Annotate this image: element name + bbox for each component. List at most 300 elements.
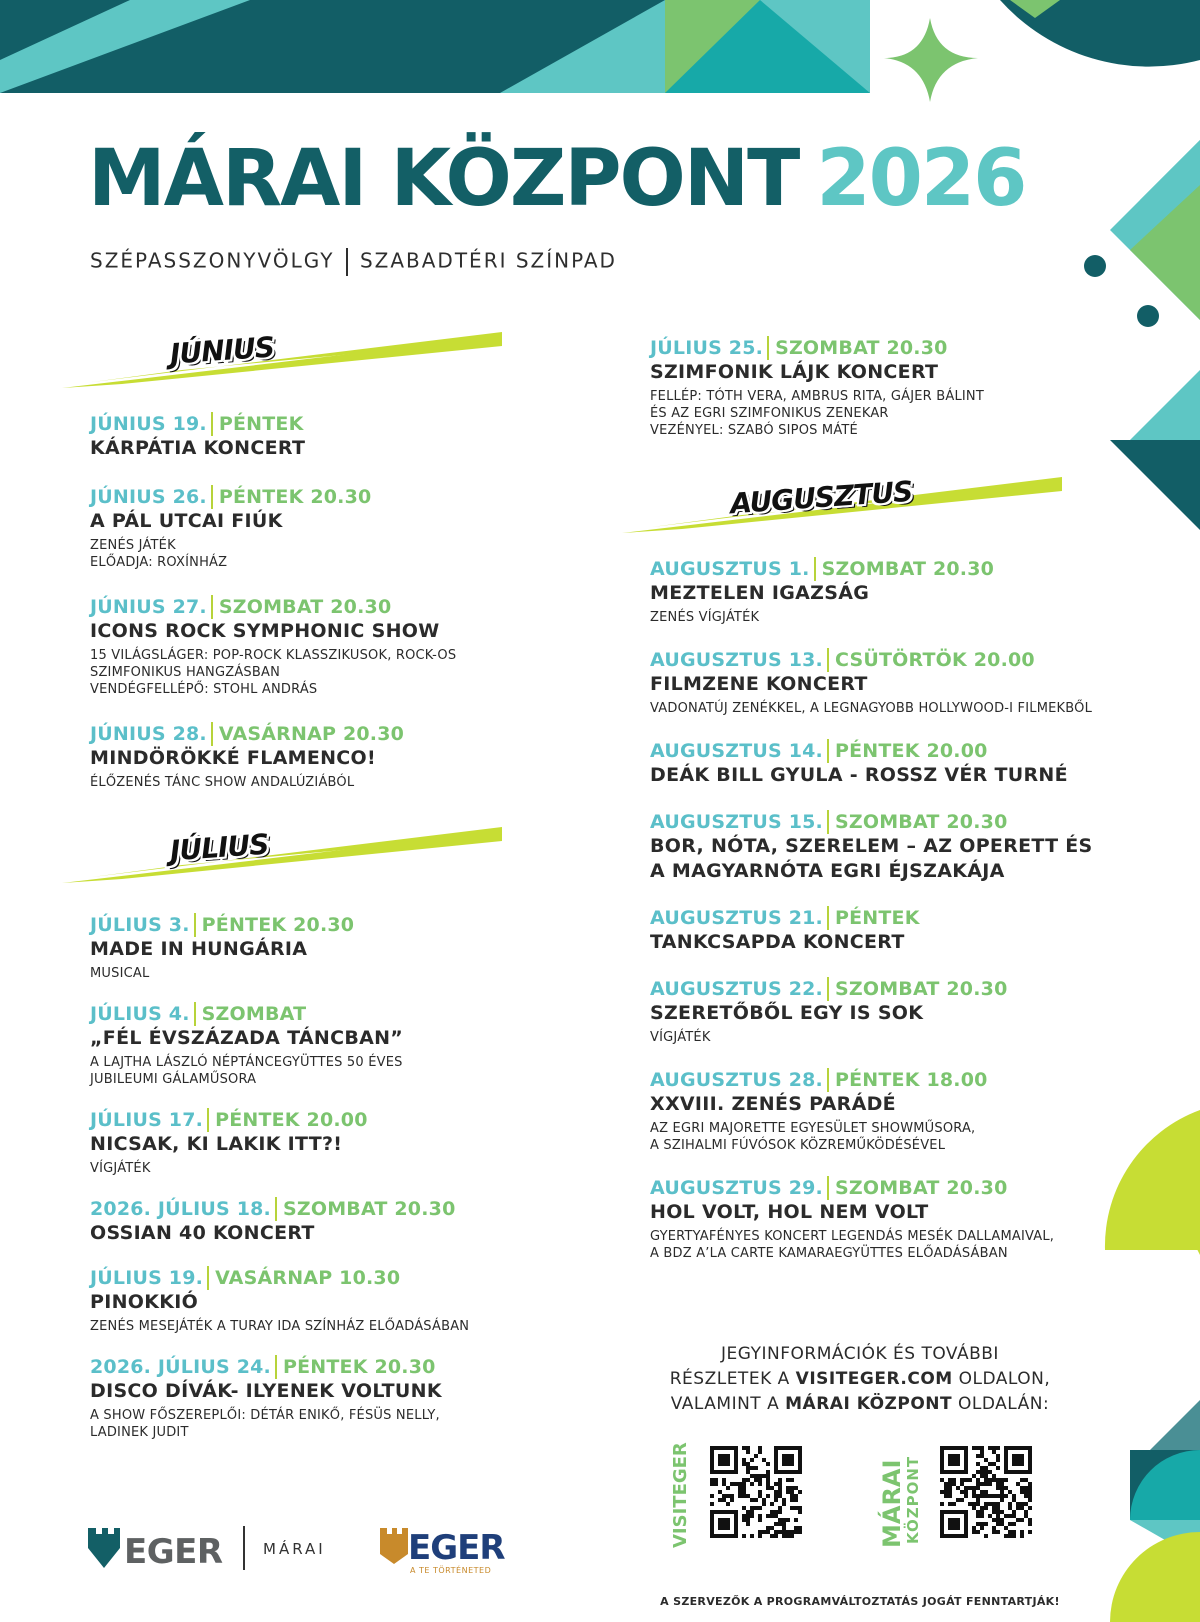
qr-module [794, 1494, 798, 1498]
date-divider [211, 595, 213, 619]
qr-module [718, 1490, 722, 1494]
qr-module [980, 1514, 984, 1518]
event-item [90, 1108, 570, 1177]
qr-module [742, 1534, 746, 1538]
logo-divider [243, 1526, 245, 1570]
event-date-text: JÚNIUS 19. [90, 413, 207, 435]
qr-module [742, 1494, 746, 1498]
qr-module [738, 1490, 742, 1494]
qr-label-visiteger: VISITEGER [670, 1442, 691, 1548]
qr-module [996, 1518, 1000, 1522]
qr-module [782, 1502, 786, 1506]
event-description: ZENÉS JÁTÉK [90, 538, 176, 553]
event-description: ÉLŐZENÉS TÁNC SHOW ANDALÚZIÁBÓL [90, 775, 355, 790]
qr-module [972, 1494, 976, 1498]
qr-module [750, 1474, 754, 1478]
qr-module [778, 1494, 782, 1498]
event-date [90, 595, 570, 619]
event-title: PINOKKIÓ [90, 1291, 199, 1313]
event-date-text: 2026. JÚLIUS 18. [90, 1198, 271, 1220]
event-title: ICONS ROCK SYMPHONIC SHOW [90, 620, 440, 642]
marai-wordmark: MÁRAI [263, 1540, 326, 1558]
event-description: LADINEK JUDIT [90, 1425, 189, 1440]
qr-module [988, 1494, 992, 1498]
qr-module [758, 1450, 762, 1454]
event-day-time: VASÁRNAP 20.30 [218, 723, 405, 745]
qr-module [948, 1454, 960, 1466]
title-year: 2026 [816, 134, 1026, 224]
event-item [650, 336, 1150, 439]
month-august [622, 475, 1150, 535]
qr-module [778, 1478, 782, 1482]
qr-module [790, 1534, 794, 1538]
visiteger-link[interactable]: VISITEGER.COM [795, 1369, 953, 1389]
event-item [650, 739, 1150, 788]
qr-module [1000, 1510, 1004, 1514]
qr-module [980, 1466, 984, 1470]
info-text: RÉSZLETEK A [669, 1369, 796, 1389]
qr-module [790, 1506, 794, 1510]
qr-module [742, 1462, 746, 1466]
qr-module [996, 1454, 1000, 1458]
event-description: A SZIHALMI FÚVÓSOK KÖZREMŰKÖDÉSÉVEL [650, 1138, 946, 1153]
event-item [650, 648, 1150, 717]
qr-module [984, 1474, 988, 1478]
page-subtitle [90, 248, 617, 276]
qr-module [1012, 1514, 1016, 1518]
date-divider [194, 913, 196, 937]
qr-module [1028, 1490, 1032, 1494]
qr-module [746, 1466, 750, 1470]
qr-module [766, 1462, 770, 1466]
qr-module [1004, 1478, 1008, 1482]
qr-module [758, 1482, 762, 1486]
qr-module [726, 1486, 730, 1490]
qr-module [1028, 1482, 1032, 1486]
qr-module [980, 1522, 984, 1526]
qr-module [964, 1494, 968, 1498]
qr-module [742, 1518, 746, 1522]
qr-module [778, 1522, 782, 1526]
qr-module [758, 1490, 762, 1494]
subtitle-divider [346, 248, 348, 276]
qr-visiteger[interactable] [670, 1440, 820, 1550]
event-item [90, 1355, 570, 1441]
qr-module [952, 1482, 956, 1486]
qr-module [944, 1482, 948, 1486]
qr-module [1028, 1486, 1032, 1490]
event-day-time: SZOMBAT [201, 1003, 307, 1025]
event-date [650, 810, 1150, 834]
event-date-text: AUGUSZTUS 15. [650, 811, 823, 833]
event-date [90, 1266, 570, 1290]
qr-module [742, 1490, 746, 1494]
qr-module [972, 1474, 976, 1478]
qr-module [984, 1494, 988, 1498]
qr-module [972, 1446, 976, 1450]
july-event-list [90, 913, 570, 1441]
event-date [650, 906, 1150, 930]
event-day-time: PÉNTEK 20.30 [282, 1356, 436, 1378]
page-title [88, 134, 1026, 224]
qr-module [988, 1502, 992, 1506]
qr-module [948, 1478, 952, 1482]
info-line: JEGYINFORMÁCIÓK ÉS TOVÁBBI [721, 1344, 999, 1364]
qr-module [774, 1530, 778, 1534]
event-day-time: PÉNTEK 20.30 [218, 486, 372, 508]
qr-module [798, 1526, 802, 1530]
event-day-time: SZOMBAT 20.30 [821, 558, 995, 580]
info-text: VALAMINT A [670, 1394, 786, 1414]
info-text: OLDALON, [952, 1369, 1051, 1389]
event-description: GYERTYAFÉNYES KONCERT LEGENDÁS MESÉK DALLAMAIVAL, [650, 1229, 1055, 1244]
event-description: JUBILEUMI GÁLAMŰSORA [90, 1072, 257, 1087]
qr-module [766, 1486, 770, 1490]
event-item [650, 906, 1150, 955]
qr-module [940, 1490, 944, 1494]
qr-module [1004, 1526, 1008, 1530]
event-description: VÍGJÁTÉK [90, 1161, 151, 1176]
qr-module [746, 1514, 750, 1518]
event-day-time: SZOMBAT 20.30 [834, 1177, 1008, 1199]
qr-code-icon [940, 1446, 1032, 1538]
month-label: JÚLIUS [168, 827, 270, 868]
qr-module [710, 1482, 714, 1486]
qr-module [944, 1486, 948, 1490]
event-date [90, 1108, 570, 1132]
qr-module [984, 1522, 988, 1526]
qr-module [1008, 1490, 1012, 1494]
qr-module [786, 1478, 790, 1482]
qr-module [992, 1506, 996, 1510]
date-divider [211, 722, 213, 746]
event-title: DEÁK BILL GYULA - ROSSZ VÉR TURNÉ [650, 764, 1068, 786]
qr-module [996, 1530, 1000, 1534]
qr-module [1028, 1494, 1032, 1498]
right-column [650, 336, 1150, 1284]
qr-label-kozpont: KÖZPONT [904, 1455, 922, 1544]
qr-module [770, 1534, 774, 1538]
qr-module [980, 1506, 984, 1510]
qr-module [976, 1502, 980, 1506]
event-date-text: AUGUSZTUS 21. [650, 907, 823, 929]
event-date [90, 913, 570, 937]
qr-module [984, 1458, 988, 1462]
qr-module [976, 1522, 980, 1526]
event-title: OSSIAN 40 KONCERT [90, 1222, 315, 1244]
qr-module [1024, 1510, 1028, 1514]
qr-module [996, 1446, 1000, 1450]
event-title: DISCO DÍVÁK- ILYENEK VOLTUNK [90, 1380, 442, 1402]
qr-module [1008, 1534, 1012, 1538]
event-date-text: AUGUSZTUS 14. [650, 740, 823, 762]
qr-module [786, 1486, 790, 1490]
qr-module [746, 1522, 750, 1526]
qr-module [742, 1446, 746, 1450]
qr-module [1004, 1514, 1008, 1518]
qr-module [746, 1470, 750, 1474]
event-description: A LAJTHA LÁSZLÓ NÉPTÁNCEGYÜTTES 50 ÉVES [90, 1055, 403, 1070]
ticket-info [620, 1342, 1100, 1417]
date-divider [211, 412, 213, 436]
qr-module [960, 1482, 964, 1486]
qr-module [976, 1486, 980, 1490]
qr-module [1012, 1530, 1016, 1534]
qr-module [988, 1470, 992, 1474]
qr-module [742, 1514, 746, 1518]
qr-module [766, 1482, 770, 1486]
event-description: ZENÉS MESEJÁTÉK A TURAY IDA SZÍNHÁZ ELŐADÁSÁBAN [90, 1319, 470, 1334]
qr-module [996, 1482, 1000, 1486]
qr-module [1008, 1506, 1012, 1510]
date-divider [767, 336, 769, 360]
event-item [90, 722, 570, 791]
qr-module [758, 1506, 762, 1510]
qr-module [976, 1514, 980, 1518]
qr-module [774, 1490, 778, 1494]
qr-module [750, 1506, 754, 1510]
qr-module [1008, 1502, 1012, 1506]
event-item [90, 913, 570, 982]
qr-label-marai: MÁRAI [878, 1459, 906, 1548]
qr-module [790, 1530, 794, 1534]
qr-module [782, 1534, 786, 1538]
qr-module [984, 1506, 988, 1510]
qr-module [746, 1494, 750, 1498]
qr-module [742, 1486, 746, 1490]
qr-module [980, 1454, 984, 1458]
qr-module [766, 1470, 770, 1474]
qr-module [952, 1502, 956, 1506]
event-day-time: VASÁRNAP 10.30 [215, 1267, 401, 1289]
qr-module [1028, 1530, 1032, 1534]
event-item [650, 1176, 1150, 1262]
qr-module [758, 1514, 762, 1518]
title-text: MÁRAI KÖZPONT [88, 134, 799, 224]
qr-module [742, 1482, 746, 1486]
eger-tagline: A TE TÖRTÉNETED [410, 1566, 492, 1575]
qr-module [972, 1502, 976, 1506]
event-date-text: JÚLIUS 17. [90, 1109, 204, 1131]
qr-module [786, 1534, 790, 1538]
event-day-time: SZOMBAT 20.30 [282, 1198, 456, 1220]
qr-module [730, 1482, 734, 1486]
qr-module [980, 1482, 984, 1486]
qr-module [1012, 1454, 1024, 1466]
date-divider [827, 739, 829, 763]
qr-module [758, 1446, 762, 1450]
event-date-text: AUGUSZTUS 22. [650, 978, 823, 1000]
qr-module [758, 1518, 762, 1522]
qr-module [972, 1490, 976, 1494]
event-item [90, 1002, 570, 1088]
qr-module [714, 1482, 718, 1486]
qr-module [718, 1454, 730, 1466]
qr-module [992, 1494, 996, 1498]
event-description: VÍGJÁTÉK [650, 1030, 711, 1045]
date-divider [827, 977, 829, 1001]
qr-module [778, 1486, 782, 1490]
subtitle-venue: SZÉPASSZONYVÖLGY [90, 248, 335, 273]
date-divider [827, 810, 829, 834]
qr-module [790, 1494, 794, 1498]
qr-module [948, 1502, 952, 1506]
qr-module [1016, 1482, 1020, 1486]
month-brush-stroke [62, 825, 502, 885]
event-date-text: JÚLIUS 4. [90, 1003, 190, 1025]
qr-module [766, 1530, 770, 1534]
qr-module [770, 1514, 774, 1518]
qr-module [762, 1498, 766, 1502]
event-date-text: 2026. JÚLIUS 24. [90, 1356, 271, 1378]
event-title: HOL VOLT, HOL NEM VOLT [650, 1201, 929, 1223]
event-title: „FÉL ÉVSZÁZADA TÁNCBAN” [90, 1027, 404, 1049]
qr-module [786, 1530, 790, 1534]
qr-module [746, 1518, 750, 1522]
qr-module [1000, 1482, 1004, 1486]
left-column [90, 330, 570, 1461]
qr-module [948, 1486, 952, 1490]
qr-module [1000, 1490, 1004, 1494]
event-description: MUSICAL [90, 966, 150, 981]
qr-module [786, 1490, 790, 1494]
date-divider [827, 1068, 829, 1092]
qr-module [742, 1458, 746, 1462]
month-july [62, 825, 570, 885]
qr-module [976, 1530, 980, 1534]
date-divider [211, 485, 213, 509]
qr-module [710, 1494, 714, 1498]
qr-module [742, 1478, 746, 1482]
event-description: VEZÉNYEL: SZABÓ SIPOS MÁTÉ [650, 423, 858, 438]
qr-module [984, 1478, 988, 1482]
qr-module [794, 1518, 798, 1522]
qr-module [714, 1478, 718, 1482]
qr-module [1028, 1518, 1032, 1522]
qr-module [996, 1514, 1000, 1518]
qr-module [1008, 1514, 1012, 1518]
qr-module [1000, 1494, 1004, 1498]
qr-module [730, 1498, 734, 1502]
qr-module [778, 1530, 782, 1534]
event-day-time: PÉNTEK 18.00 [834, 1069, 988, 1091]
qr-module [738, 1494, 742, 1498]
qr-module [1020, 1534, 1024, 1538]
qr-module [996, 1502, 1000, 1506]
qr-module [770, 1486, 774, 1490]
qr-module [980, 1470, 984, 1474]
qr-module [964, 1490, 968, 1494]
qr-module [1024, 1478, 1028, 1482]
marai-kozpont-link: MÁRAI KÖZPONT [785, 1394, 953, 1414]
qr-module [754, 1498, 758, 1502]
qr-module [992, 1502, 996, 1506]
event-date [650, 648, 1150, 672]
qr-module [786, 1518, 790, 1522]
qr-module [798, 1490, 802, 1494]
date-divider [207, 1266, 209, 1290]
date-divider [827, 906, 829, 930]
month-brush-stroke [62, 330, 502, 390]
event-title: SZERETŐBŐL EGY IS SOK [650, 1002, 924, 1024]
event-description: A BDZ A’LA CARTE KAMARAEGYÜTTES ELŐADÁSÁBAN [650, 1246, 1008, 1261]
event-title: MEZTELEN IGAZSÁG [650, 582, 870, 604]
qr-module [1012, 1498, 1016, 1502]
june-event-list [90, 412, 570, 791]
qr-module [1028, 1506, 1032, 1510]
qr-module [1008, 1522, 1012, 1526]
qr-module [718, 1518, 730, 1530]
qr-module [976, 1454, 980, 1458]
date-divider [827, 648, 829, 672]
event-date-text: JÚLIUS 25. [650, 337, 764, 359]
event-title: XXVIII. ZENÉS PARÁDÉ [650, 1093, 896, 1115]
event-title: BOR, NÓTA, SZERELEM – AZ OPERETT ÉS A MAGYARNÓTA EGRI ÉJSZAKÁJA [650, 835, 1093, 882]
qr-module [1020, 1506, 1024, 1510]
event-item [90, 1266, 570, 1335]
qr-module [940, 1502, 944, 1506]
event-date-text: JÚNIUS 27. [90, 596, 207, 618]
event-item [650, 557, 1150, 626]
qr-module [722, 1478, 726, 1482]
qr-module [778, 1482, 782, 1486]
date-divider [814, 557, 816, 581]
qr-marai[interactable] [880, 1440, 1040, 1550]
qr-module [774, 1534, 778, 1538]
qr-module [980, 1450, 984, 1454]
qr-module [774, 1494, 778, 1498]
qr-module [794, 1506, 798, 1510]
event-description: SZIMFONIKUS HANGZÁSBAN [90, 665, 281, 680]
qr-module [766, 1478, 770, 1482]
event-title: FILMZENE KONCERT [650, 673, 868, 695]
qr-module [782, 1498, 786, 1502]
event-title: NICSAK, KI LAKIK ITT?! [90, 1133, 343, 1155]
qr-module [980, 1494, 984, 1498]
qr-module [940, 1478, 944, 1482]
qr-module [996, 1494, 1000, 1498]
qr-module [726, 1494, 730, 1498]
qr-module [984, 1470, 988, 1474]
qr-module [738, 1486, 742, 1490]
qr-module [984, 1502, 988, 1506]
qr-module [1020, 1530, 1024, 1534]
qr-module [710, 1478, 714, 1482]
qr-module [790, 1478, 794, 1482]
qr-module [746, 1446, 750, 1450]
qr-module [996, 1478, 1000, 1482]
qr-module [794, 1486, 798, 1490]
qr-module [976, 1510, 980, 1514]
event-description: VADONATÚJ ZENÉKKEL, A LEGNAGYOBB HOLLYWOOD-I FILMEKBŐL [650, 701, 1093, 716]
qr-module [980, 1490, 984, 1494]
qr-module [778, 1518, 782, 1522]
info-line [620, 1367, 1100, 1392]
qr-module [758, 1530, 762, 1534]
event-date [650, 336, 1150, 360]
qr-module [948, 1518, 960, 1530]
month-label: AUGUSZTUS [729, 474, 914, 521]
qr-module [762, 1530, 766, 1534]
qr-module [1000, 1498, 1004, 1502]
qr-module [746, 1450, 750, 1454]
qr-module [1020, 1518, 1024, 1522]
qr-module [782, 1454, 794, 1466]
qr-module [1024, 1494, 1028, 1498]
event-date-text: JÚNIUS 26. [90, 486, 207, 508]
qr-module [1020, 1490, 1024, 1494]
qr-module [1016, 1518, 1020, 1522]
